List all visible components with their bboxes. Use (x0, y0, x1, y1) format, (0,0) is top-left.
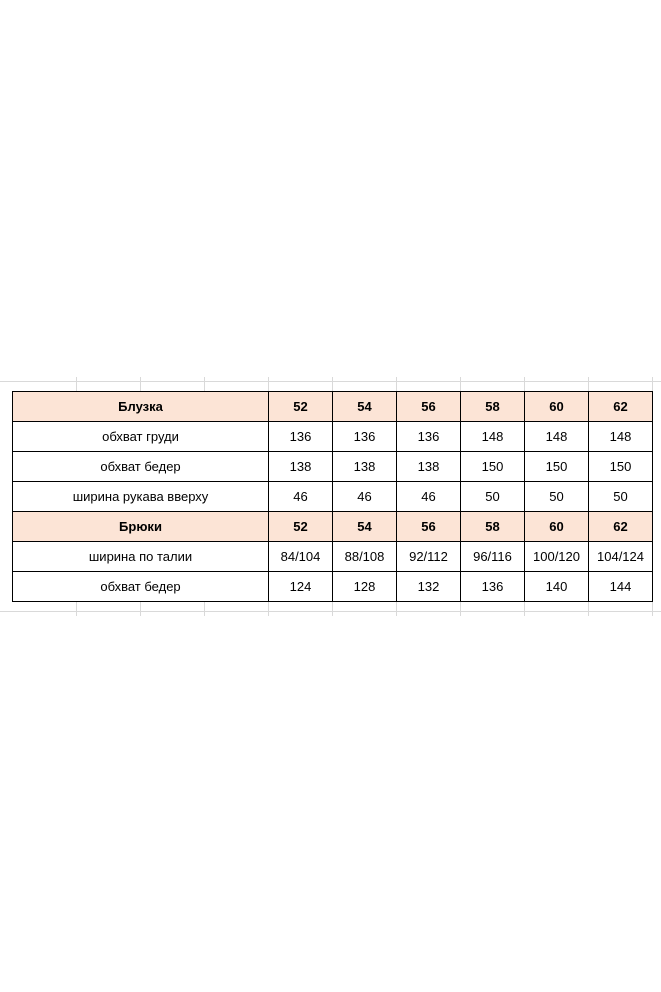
value-cell: 50 (525, 482, 589, 512)
value-cell: 84/104 (269, 542, 333, 572)
value-cell: 148 (461, 422, 525, 452)
measurement-label: ширина по талии (13, 542, 269, 572)
size-chart-table (12, 391, 653, 602)
value-cell: 50 (589, 482, 653, 512)
value-cell: 138 (269, 452, 333, 482)
value-cell: 138 (397, 452, 461, 482)
measurement-label: обхват бедер (13, 452, 269, 482)
value-cell: 136 (461, 572, 525, 602)
value-cell: 96/116 (461, 542, 525, 572)
value-cell: 100/120 (525, 542, 589, 572)
value-cell: 128 (333, 572, 397, 602)
value-cell: 138 (333, 452, 397, 482)
trousers-header-row (13, 512, 653, 542)
value-cell: 140 (525, 572, 589, 602)
table-row (13, 572, 653, 602)
value-cell: 150 (589, 452, 653, 482)
size-cell: 54 (333, 512, 397, 542)
size-cell: 62 (589, 392, 653, 422)
size-cell: 54 (333, 392, 397, 422)
value-cell: 92/112 (397, 542, 461, 572)
value-cell: 104/124 (589, 542, 653, 572)
value-cell: 136 (269, 422, 333, 452)
value-cell: 132 (397, 572, 461, 602)
size-cell: 58 (461, 392, 525, 422)
value-cell: 46 (269, 482, 333, 512)
table-row (13, 482, 653, 512)
size-cell: 52 (269, 512, 333, 542)
section-title-trousers: Брюки (13, 512, 269, 542)
value-cell: 46 (397, 482, 461, 512)
value-cell: 46 (333, 482, 397, 512)
value-cell: 150 (461, 452, 525, 482)
value-cell: 136 (397, 422, 461, 452)
section-title-blouse: Блузка (13, 392, 269, 422)
size-cell: 60 (525, 392, 589, 422)
size-cell: 58 (461, 512, 525, 542)
value-cell: 88/108 (333, 542, 397, 572)
measurement-label: обхват бедер (13, 572, 269, 602)
size-cell: 56 (397, 392, 461, 422)
value-cell: 150 (525, 452, 589, 482)
table-row (13, 542, 653, 572)
table-row (13, 422, 653, 452)
value-cell: 50 (461, 482, 525, 512)
size-cell: 60 (525, 512, 589, 542)
value-cell: 148 (589, 422, 653, 452)
value-cell: 124 (269, 572, 333, 602)
value-cell: 144 (589, 572, 653, 602)
value-cell: 148 (525, 422, 589, 452)
size-cell: 56 (397, 512, 461, 542)
table-row (13, 452, 653, 482)
size-cell: 62 (589, 512, 653, 542)
measurement-label: обхват груди (13, 422, 269, 452)
blouse-header-row (13, 392, 653, 422)
size-cell: 52 (269, 392, 333, 422)
value-cell: 136 (333, 422, 397, 452)
measurement-label: ширина рукава вверху (13, 482, 269, 512)
